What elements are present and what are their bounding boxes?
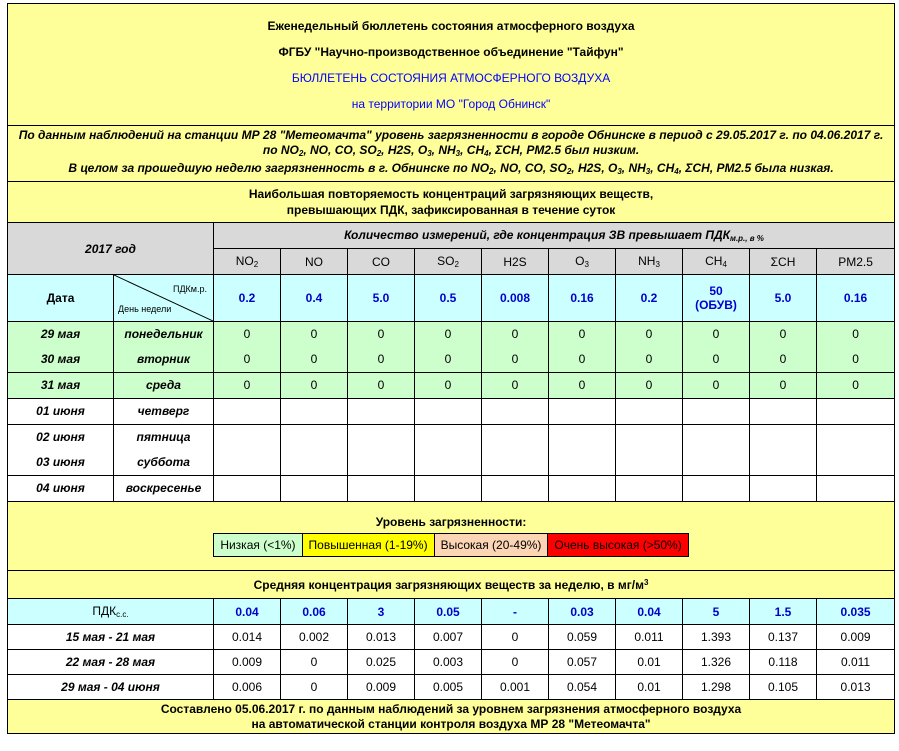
header-line-4: на территории МО "Город Обнинск" — [351, 96, 551, 111]
bulletin-header — [8, 4, 895, 126]
day-value: 0 — [779, 378, 787, 392]
level-legend — [213, 533, 688, 557]
day-value-cell — [214, 476, 281, 502]
day-row — [8, 425, 895, 476]
pdk-ss-row — [8, 599, 895, 625]
week-period: 22 мая - 28 мая — [8, 650, 214, 675]
day-value: 0 — [511, 327, 519, 341]
level-legend-item: Высокая (20-49%) — [435, 534, 549, 556]
footer-line-2: на автоматической станции контроля воздуха МР 28 "Метеомачта" — [251, 716, 651, 731]
repeat-title-line-1: Наибольшая повторяемость концентраций загрязняющих веществ, — [248, 187, 654, 201]
day-value: 0 — [243, 352, 251, 366]
day-date-cell — [8, 425, 114, 476]
day-weekday: среда — [146, 378, 181, 392]
pdk-ss-value: 0.035 — [817, 599, 895, 625]
day-value: 0 — [377, 327, 385, 341]
day-value: 0 — [444, 327, 452, 341]
day-value-cell — [750, 322, 817, 373]
week-value: 1.393 — [683, 625, 750, 650]
day-value-cell — [482, 373, 549, 399]
pollutant-header-nh3: $NH_3$ — [616, 249, 683, 275]
week-row — [8, 675, 895, 700]
pdk-mr-cell — [348, 275, 415, 322]
day-value-cell — [348, 425, 415, 476]
level-legend-item: Повышенная (1-19%) — [303, 534, 435, 556]
week-period: 15 мая - 21 мая — [8, 625, 214, 650]
avg-title: Средняя концентрация загрязняющих веществ за неделю, в $мг/м^3$ — [8, 571, 895, 599]
pollutant-header-ch4: $CH_4$ — [683, 249, 750, 275]
pdk-mr-value: 0.2 — [238, 291, 256, 305]
week-value: 0.105 — [750, 675, 817, 700]
day-value-cell — [549, 476, 616, 502]
day-date: 03 июня — [36, 455, 85, 469]
day-value: 0 — [712, 327, 720, 341]
pollutant-header-no2: $NO_2$ — [214, 249, 281, 275]
pdk-ss-value: - — [482, 599, 549, 625]
day-value-cell — [549, 322, 616, 373]
pdk-mr-cell — [683, 275, 750, 322]
day-value: 0 — [779, 327, 787, 341]
day-value-cell — [214, 425, 281, 476]
day-value: 0 — [310, 378, 318, 392]
pdk-mr-corner-label: ПДКм.р. — [172, 284, 207, 294]
summary-p2-list: $NO_2$, NO, CO, $SO_2$, H2S, $O_3$, $NH_3$, $CH_4$, ΣCH, PM2.5 — [471, 161, 752, 176]
pdk-mr-value: 0.16 — [843, 291, 868, 305]
day-value: 0 — [852, 352, 859, 366]
day-value-cell — [683, 399, 750, 425]
day-value-cell — [817, 476, 895, 502]
day-value-cell — [348, 399, 415, 425]
day-value-cell — [817, 373, 895, 399]
day-value: 0 — [511, 378, 519, 392]
pdk-ss-value: 0.03 — [549, 599, 616, 625]
summary-text — [8, 126, 895, 182]
day-value: 0 — [310, 352, 318, 366]
level-title: Уровень загрязненности: — [375, 515, 527, 529]
pdk-weekday-diagonal-cell — [114, 275, 214, 322]
pollutant-header-h2s: H2S — [482, 249, 549, 275]
pdk-ss-value: 0.05 — [415, 599, 482, 625]
pdk-ss-value: 0.06 — [281, 599, 348, 625]
day-value: 0 — [377, 352, 385, 366]
day-value-cell — [214, 373, 281, 399]
day-value-cell — [683, 322, 750, 373]
day-weekday-cell — [114, 425, 214, 476]
day-value-cell — [750, 399, 817, 425]
day-date: 02 июня — [36, 430, 85, 444]
header-line-3: БЮЛЛЕТЕНЬ СОСТОЯНИЯ АТМОСФЕРНОГО ВОЗДУХА — [291, 70, 611, 85]
week-period: 29 мая - 04 июня — [8, 675, 214, 700]
weekday-corner-label: День недели — [118, 304, 172, 314]
summary-p1-start: По данным наблюдений на станции МР 28 "Метеомачта" уровень загрязненности в городе Обнинске в период с 29.05.2017 г. по 04.06.2017 г. по — [18, 128, 884, 157]
week-value: 0.01 — [616, 675, 683, 700]
day-value-cell — [214, 399, 281, 425]
day-value-cell — [750, 476, 817, 502]
day-value: 0 — [645, 378, 653, 392]
header-line-2: ФГБУ "Научно-производственное объединение "Тайфун" — [278, 44, 624, 59]
level-legend-item: Очень высокая (>50%) — [548, 534, 687, 556]
day-date: 04 июня — [36, 481, 85, 495]
week-value: 0.025 — [348, 650, 415, 675]
week-value: 0.054 — [549, 675, 616, 700]
day-value: 0 — [578, 378, 586, 392]
day-date: 29 мая — [40, 327, 81, 341]
day-value: 0 — [779, 352, 787, 366]
day-row — [8, 399, 895, 425]
day-value-cell — [683, 373, 750, 399]
day-weekday: четверг — [137, 404, 190, 418]
week-value: 0.013 — [817, 675, 895, 700]
week-value: 0 — [281, 650, 348, 675]
pdk-mr-cell — [415, 275, 482, 322]
day-date-cell — [8, 322, 114, 373]
week-value: 0.007 — [415, 625, 482, 650]
pollutant-header-co: CO — [348, 249, 415, 275]
pollutant-header-no: NO — [281, 249, 348, 275]
day-value-cell — [616, 476, 683, 502]
pdk-mr-value: 0.16 — [570, 291, 594, 305]
day-weekday: суббота — [137, 455, 190, 469]
summary-p2-end: была низкая. — [751, 161, 834, 175]
day-date-cell — [8, 476, 114, 502]
day-value-cell — [482, 476, 549, 502]
day-weekday: пятница — [136, 430, 191, 444]
week-value: 0.002 — [281, 625, 348, 650]
day-value: 0 — [444, 378, 452, 392]
week-value: 0.118 — [750, 650, 817, 675]
pdk-ss-value: 3 — [348, 599, 415, 625]
day-value-cell — [817, 322, 895, 373]
day-date-cell — [8, 399, 114, 425]
day-value-cell — [750, 373, 817, 399]
day-value-cell — [549, 373, 616, 399]
week-value: 0.003 — [415, 650, 482, 675]
day-value-cell — [616, 373, 683, 399]
day-value: 0 — [578, 352, 586, 366]
week-value: 0 — [482, 625, 549, 650]
day-row — [8, 476, 895, 502]
footer-line-1: Составлено 05.06.2017 г. по данным наблюдений за уровнем загрязнения атмосферного воздуха — [160, 701, 742, 716]
pdk-mr-cell — [750, 275, 817, 322]
bulletin-sheet — [7, 3, 894, 746]
pdk-mr-value: 0.2 — [640, 291, 658, 305]
day-value-cell — [482, 399, 549, 425]
count-title: Количество измерений, где концентрация ЗВ превышает $ПДК_{м.р., в \%}$ — [214, 223, 895, 249]
week-row — [8, 650, 895, 675]
summary-p1-list: $NO_2$, NO, CO, $SO_2$, H2S, $O_3$, $NH_3$, $CH_4$, ΣCH, PM2.5 — [280, 143, 562, 158]
day-value-cell — [817, 425, 895, 476]
week-value: 1.326 — [683, 650, 750, 675]
week-value: 0.009 — [817, 625, 895, 650]
pdk-mr-note: (ОБУВ) — [695, 298, 737, 312]
bulletin-table — [7, 3, 895, 734]
day-value: 0 — [243, 378, 251, 392]
pollutant-header-so2: $SO_2$ — [415, 249, 482, 275]
repeat-title-line-2: превышающих ПДК, зафиксированная в течение суток — [286, 203, 616, 217]
pdk-mr-value: 50 — [709, 284, 723, 298]
day-value-cell — [683, 476, 750, 502]
day-date: 30 мая — [40, 352, 81, 366]
pdk-mr-cell — [549, 275, 616, 322]
pdk-mr-value: 0.4 — [305, 291, 323, 305]
day-date: 31 мая — [40, 378, 81, 392]
day-value-cell — [415, 373, 482, 399]
week-value: 0.013 — [348, 625, 415, 650]
day-value-cell — [348, 476, 415, 502]
pollutant-header-pm2-5: PM2.5 — [817, 249, 895, 275]
day-value: 0 — [511, 352, 519, 366]
day-value: 0 — [645, 327, 653, 341]
day-value-cell — [415, 425, 482, 476]
day-weekday: вторник — [137, 352, 190, 366]
summary-p2-start: В целом за прошедшую неделю загрязненность в г. Обнинске по — [68, 161, 472, 175]
week-value: 0.009 — [348, 675, 415, 700]
day-value-cell — [616, 425, 683, 476]
pdk-mr-cell — [817, 275, 895, 322]
day-value-cell — [415, 322, 482, 373]
day-value-cell — [214, 322, 281, 373]
day-value-cell — [750, 425, 817, 476]
day-value-cell — [281, 322, 348, 373]
day-value: 0 — [852, 327, 859, 341]
day-value-cell — [415, 399, 482, 425]
pdk-mr-cell — [281, 275, 348, 322]
day-value-cell — [549, 425, 616, 476]
day-date-cell — [8, 373, 114, 399]
day-value-cell — [482, 322, 549, 373]
pdk-mr-value: 5.0 — [774, 291, 792, 305]
pollutant-header-ch: ΣCH — [750, 249, 817, 275]
week-value: 0.005 — [415, 675, 482, 700]
date-label: Дата — [8, 275, 114, 322]
week-value: 1.298 — [683, 675, 750, 700]
day-value: 0 — [712, 378, 720, 392]
day-row — [8, 322, 895, 373]
day-weekday-cell — [114, 476, 214, 502]
day-value-cell — [482, 425, 549, 476]
pdk-mr-cell — [214, 275, 281, 322]
year-label: 2017 год — [8, 223, 214, 275]
day-value-cell — [549, 399, 616, 425]
day-value-cell — [281, 399, 348, 425]
level-legend-item: Низкая (<1%) — [214, 534, 302, 556]
day-value-cell — [348, 373, 415, 399]
repeat-title — [8, 182, 895, 223]
day-value-cell — [616, 322, 683, 373]
week-value: 0.011 — [616, 625, 683, 650]
week-value: 0.137 — [750, 625, 817, 650]
pdk-mr-cell — [616, 275, 683, 322]
day-value-cell — [348, 322, 415, 373]
week-value: 0.014 — [214, 625, 281, 650]
day-value: 0 — [578, 327, 586, 341]
pdk-ss-label: $ПДК_{с.с.}$ — [8, 599, 214, 625]
footer — [8, 700, 895, 734]
day-weekday-cell — [114, 322, 214, 373]
pdk-ss-value: 5 — [683, 599, 750, 625]
summary-p1-end: был низким. — [561, 143, 640, 157]
day-value-cell — [415, 476, 482, 502]
week-value: 0 — [482, 650, 549, 675]
day-weekday: воскресенье — [125, 481, 202, 495]
level-legend-section — [8, 502, 895, 571]
day-weekday-cell — [114, 399, 214, 425]
day-value-cell — [616, 399, 683, 425]
day-value: 0 — [852, 378, 859, 392]
day-value-cell — [683, 425, 750, 476]
week-value: 0.057 — [549, 650, 616, 675]
day-row — [8, 373, 895, 399]
pdk-mr-value: 0.008 — [499, 291, 531, 305]
week-value: 0.01 — [616, 650, 683, 675]
day-weekday-cell — [114, 373, 214, 399]
day-date: 01 июня — [36, 404, 85, 418]
week-value: 0.001 — [482, 675, 549, 700]
day-value: 0 — [444, 352, 452, 366]
week-value: 0.009 — [214, 650, 281, 675]
day-value: 0 — [712, 352, 720, 366]
day-value: 0 — [645, 352, 653, 366]
pdk-ss-value: 1.5 — [750, 599, 817, 625]
pdk-mr-row — [8, 275, 895, 322]
pdk-mr-value: 0.5 — [439, 291, 457, 305]
day-weekday: понедельник — [124, 327, 203, 341]
day-value: 0 — [243, 327, 251, 341]
day-value: 0 — [377, 378, 385, 392]
diagonal-line — [114, 275, 213, 321]
pdk-mr-cell — [482, 275, 549, 322]
day-value-cell — [281, 373, 348, 399]
pollutant-header-o3: $O_3$ — [549, 249, 616, 275]
pdk-ss-value: 0.04 — [214, 599, 281, 625]
pdk-ss-value: 0.04 — [616, 599, 683, 625]
day-value-cell — [281, 425, 348, 476]
pdk-mr-value: 5.0 — [372, 291, 390, 305]
day-value: 0 — [310, 327, 318, 341]
day-value-cell — [281, 476, 348, 502]
week-value: 0.011 — [817, 650, 895, 675]
week-row — [8, 625, 895, 650]
week-value: 0 — [281, 675, 348, 700]
week-value: 0.006 — [214, 675, 281, 700]
week-value: 0.059 — [549, 625, 616, 650]
header-line-1: Еженедельный бюллетень состояния атмосферного воздуха — [267, 18, 635, 33]
day-value-cell — [817, 399, 895, 425]
